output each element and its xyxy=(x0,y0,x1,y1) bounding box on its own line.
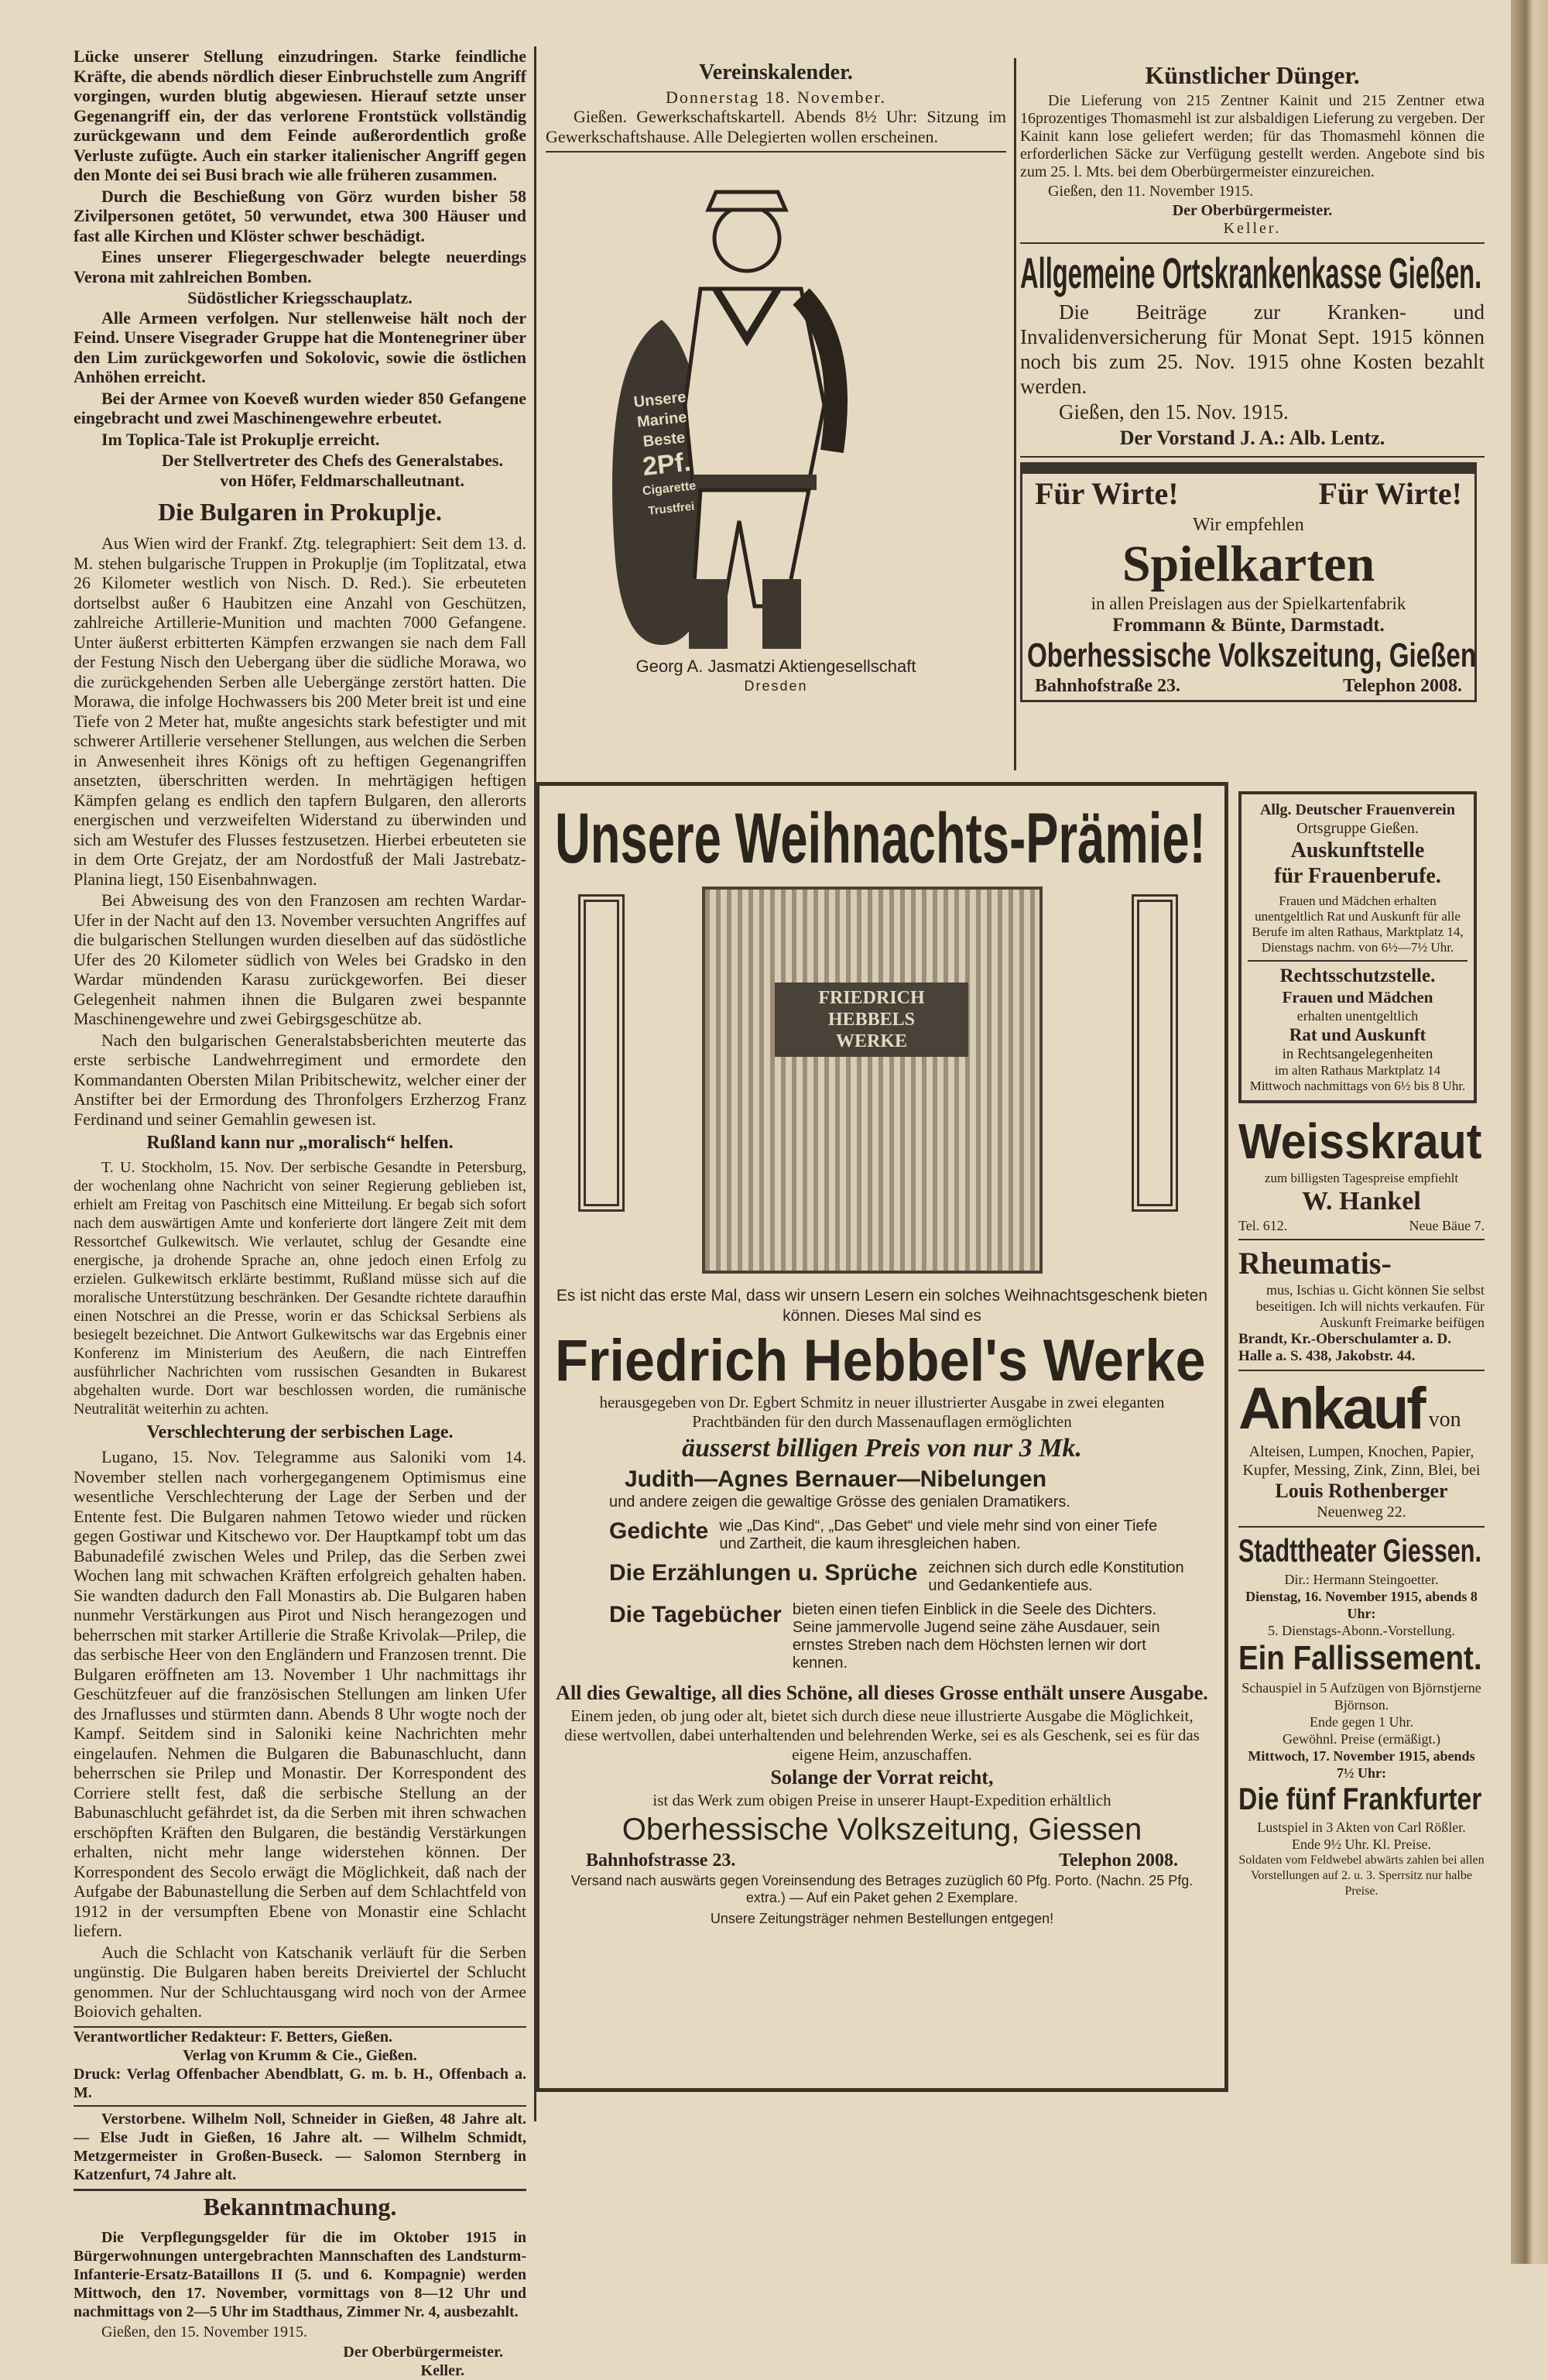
left-column xyxy=(74,46,526,2380)
right-top-column xyxy=(1020,58,1485,702)
phone: Telephon 2008. xyxy=(1343,676,1462,696)
ad-title: Unsere Weihnachts-Prämie! xyxy=(555,799,1206,878)
ad-text: ist das Werk zum obigen Preise in unserer Haupt-Expedition erhältlich xyxy=(652,1791,1111,1809)
signature: Der Vorstand J. A.: Alb. Lentz. xyxy=(1119,427,1385,449)
illustration-area xyxy=(555,879,1209,1281)
book-label xyxy=(775,983,968,1057)
ad-text: Schauspiel in 5 Aufzügen von Björnstjerne Björnson. xyxy=(1241,1680,1481,1713)
ad-book-title: Friedrich Hebbel's Werke xyxy=(555,1328,1206,1394)
work-title: Gedichte xyxy=(609,1518,709,1544)
theater-ad xyxy=(1238,1532,1485,1899)
ad-text: in allen Preislagen aus der Spielkartenfabrik xyxy=(1091,594,1406,613)
playing-cards-ad xyxy=(1020,462,1477,702)
signature: Keller. xyxy=(1223,220,1282,237)
performance-date: Mittwoch, 17. November 1915, abends 7½ Uhr: xyxy=(1248,1748,1475,1781)
scrap-purchase-ad xyxy=(1238,1376,1485,1521)
carrier-note: Unsere Zeitungsträger nehmen Bestellungen entgegen! xyxy=(710,1911,1054,1926)
ad-text: Alteisen, Lumpen, Knochen, Papier, Kupfer, Messing, Zink, Zinn, Blei, bei xyxy=(1242,1443,1481,1479)
divider xyxy=(1238,1526,1485,1528)
ad-text: Ende gegen 1 Uhr. xyxy=(1310,1714,1413,1730)
ad-text: herausgegeben von Dr. Egbert Schmitz in neuer illustrierter Ausgabe in zwei eleganten Prachtbänden für den durch Massenauflagen ermöglichten xyxy=(599,1393,1165,1431)
phone: Telephon 2008. xyxy=(1059,1850,1178,1871)
christmas-premium-ad xyxy=(536,782,1228,2092)
middle-top-column xyxy=(546,58,1006,699)
org-group: Ortsgruppe Gießen. xyxy=(1296,820,1419,837)
ad-text: zum billigsten Tagespreise empfiehlt xyxy=(1264,1171,1459,1185)
paragraph: Alle Armeen verfolgen. Nur stellenweise hält noch der Feind. Unsere Visegrader Gruppe hat die Montenegriner über den Lim zurückgeworfen und Sokolovic, sowie die östlichen Anhöhen erreicht. xyxy=(74,307,526,386)
paragraph: Nach den bulgarischen Generalstabsberichten meuterte das erste serbische Landwehrregiment und ermordete den Kommandanten Obersten Milan Pribitschewitz, welcher einer der Anstifter bei der Ermordung des Thronfolgers Erzherzog Franz Ferdinand und seiner Gemahlin gewesen ist. xyxy=(74,1030,526,1129)
paragraph: Aus Wien wird der Frankf. Ztg. telegraphiert: Seit dem 13. d. M. stehen bulgarische Truppen in Prokuplje (im Toplitzatal, etwa 26 Kilometer westlich von Nisch. D. Red.). Sie erbeuteten dortselbst außer 6 Haubitzen eine Anzahl von Geschützen, zahlreiche Artillerie-Munition und machten 7000 Gefangene. Unter äußerst erbitterten Kämpfen erzwangen sie nach dem Fall der Festung Nisch den Uebergang über die südliche Morawa, wo die zurückgehenden Serben alle Uebergänge zerstört hatten. Die Morawa, die infolge Hochwassers bis 200 Meter breit ist und eine Tiefe von 2 Meter hat, mußte angesichts stark befestigter und mit schwerer Artillerie versehener Stellungen, aus welchen die Serben in Anwesenheit ihres Königs oft zu heftigen Gegenangriffen ansetzten, überschritten werden. In mehrtägigen heftigen Kämpfen gelang es endlich den tapfern Bulgaren, den allerorts energischen und verzweifelten Widerstand zu überwinden und sich am Westufer des Flusses festzusetzen. Hierbei erbeuteten sie in dem Orte Grejatz, der am Nordostfuß der Mali Jastrebatz-Planina liegt, 150 Eisenbahnwagen. xyxy=(74,533,526,889)
ad-publisher: Oberhessische Volkszeitung, Giessen xyxy=(622,1812,1142,1847)
imprint: Druck: Verlag Offenbacher Abendblatt, G. m. b. H., Offenbach a. M. xyxy=(74,2065,526,2101)
signature: Der Oberbürgermeister. xyxy=(343,2343,503,2361)
work-description: zeichnen sich durch edle Konstitution und Gedankentiefe aus. xyxy=(928,1559,1184,1594)
ad-text: Lustspiel in 3 Akten von Carl Rößler. xyxy=(1257,1819,1466,1835)
org-name: Allg. Deutscher Frauenverein xyxy=(1259,801,1455,818)
death-notices: Verstorbene. Wilhelm Noll, Schneider in Gießen, 48 Jahre alt. — Else Judt in Gießen, 16 Jahre alt. — Wilhelm Schmidt, Metzgermeister in Großen-Buseck. — Salomon Sternberg in Katzenfurt, 74 Jahre alt. xyxy=(74,2105,526,2184)
subheading: Südöstlicher Kriegsschauplatz. xyxy=(187,288,413,307)
signature: von Höfer, Feldmarschalleutnant. xyxy=(220,470,464,490)
date: Gießen, den 11. November 1915. xyxy=(1048,183,1254,200)
ad-title: Ankauf xyxy=(1238,1376,1424,1442)
date: Gießen, den 15. November 1915. xyxy=(101,2323,308,2341)
ad-text: Wir empfehlen xyxy=(1193,515,1304,535)
ad-text: Frommann & Bünte, Darmstadt. xyxy=(1112,615,1385,636)
column-rule xyxy=(1014,58,1016,770)
paragraph: Gießen. Gewerkschaftskartell. Abends 8½ Uhr: Sitzung im Gewerkschaftshause. Alle Delegierten wollen erscheinen. xyxy=(546,107,1006,146)
fertilizer-notice xyxy=(1020,60,1485,238)
advertiser: Georg A. Jasmatzi Aktiengesellschaft xyxy=(635,657,916,676)
ad-title: Weisskraut xyxy=(1238,1113,1482,1169)
ad-text: erhalten unentgeltlich xyxy=(1296,1008,1419,1024)
imprint: Verantwortlicher Redakteur: F. Betters, Gießen. xyxy=(74,2028,392,2046)
signature: Der Oberbürgermeister. xyxy=(1172,202,1333,219)
work-description: wie „Das Kind“, „Das Gebet“ und viele mehr sind von einer Tiefe und Zartheit, die kaum ihresgleichen haben. xyxy=(719,1518,1158,1552)
ad-intro: Es ist nicht das erste Mal, dass wir unsern Lesern ein solches Weihnachtsgeschenk bieten können. Dieses Mal sind es xyxy=(556,1287,1208,1325)
date: Donnerstag 18. November. xyxy=(665,87,887,107)
address: Brandt, Kr.-Oberschulamter a. D. Halle a. S. 438, Jakobstr. 44. xyxy=(1238,1331,1451,1364)
book-box-illustration xyxy=(702,886,1043,1274)
decorative-frame xyxy=(578,894,625,1212)
decorative-frame xyxy=(1132,894,1178,1212)
ad-title: Stadttheater Giessen. xyxy=(1238,1532,1481,1569)
cabbage-ad xyxy=(1238,1114,1485,1234)
book-label-text: WERKE xyxy=(835,1031,907,1051)
divider xyxy=(1020,242,1485,244)
ad-title: Spielkarten xyxy=(1122,536,1375,592)
address: Neue Bäue 7. xyxy=(1409,1218,1485,1233)
ad-text: Einem jeden, ob jung oder alt, bietet sich durch diese neue illustrierte Ausgabe die Möglichkeit, diese wertvollen, dabei unterhaltenden und belehrenden Werke, sei es als Geschenk, sei es für das eigene Heim, anzuschaffen. xyxy=(564,1706,1200,1764)
ad-text: Solange der Vorrat reicht, xyxy=(770,1766,994,1788)
ad-text: All dies Gewaltige, all dies Schöne, all dieses Grosse enthält unsere Ausgabe. xyxy=(556,1682,1208,1704)
health-insurance-notice xyxy=(1020,249,1485,451)
work-description: bieten einen tiefen Einblick in die Seele des Dichters. Seine jammervolle Jugend seine zähe Ausdauer, sein ernstes Streben nach dem Höchsten lernen wir dort kennen. xyxy=(792,1601,1160,1672)
ad-name: W. Hankel xyxy=(1302,1187,1421,1216)
signature: Keller. xyxy=(420,2361,464,2379)
right-ads-column xyxy=(1238,791,1485,1899)
article-heading: Bekanntmachung. xyxy=(74,2189,526,2222)
ad-text: mus, Ischias u. Gicht können Sie selbst beseitigen. Ich will nichts verkaufen. Für Auskunft Freimarke beifügen xyxy=(1255,1282,1485,1330)
address: Bahnhofstrasse 23. xyxy=(586,1850,736,1871)
ad-text: Rat und Auskunft xyxy=(1289,1025,1426,1044)
paragraph: Durch die Beschießung von Görz wurden bisher 58 Zivilpersonen getötet, 50 verwundet, etwa 300 Häuser und fast alle Kirchen und Klöster schwer beschädigt. xyxy=(74,186,526,245)
paragraph: Die Lieferung von 215 Zentner Kainit und 215 Zentner etwa 16prozentiges Thomasmehl ist zur alsbaldigen Lieferung zu vergeben. Der Kainit kann lose geliefert werden; für das Thomasmehl können die erforderlichen Säcke zur Verfügung gestellt werden. Angebote sind bis zum 25. l. Mts. bei dem Oberbürgermeister einzureichen. xyxy=(1020,92,1485,180)
book-label-text: FRIEDRICH HEBBELS xyxy=(818,988,925,1030)
shipping-note: Versand nach auswärts gegen Voreinsendung des Betrages zuzüglich 60 Pfg. Porto. (Nachn. 25 Pfg. extra.) — Auf ein Paket gehen 2 Exemplare. xyxy=(570,1873,1194,1905)
notice-heading: Allgemeine Ortskrankenkasse Gießen. xyxy=(1020,249,1482,297)
ad-heading: Für Wirte! xyxy=(1318,476,1462,511)
work-title: Judith—Agnes Bernauer—Nibelungen xyxy=(625,1466,1047,1492)
advertiser-city: Dresden xyxy=(744,678,808,694)
ad-publisher: Oberhessische Volkszeitung, Gießen xyxy=(1027,636,1477,674)
ad-heading: für Frauenberufe. xyxy=(1274,864,1441,888)
can-text: Trustfrei xyxy=(647,499,696,518)
ad-border-band xyxy=(1022,465,1474,474)
can-text: Unsere xyxy=(632,388,687,411)
ad-heading: Rechtsschutzstelle. xyxy=(1248,960,1468,988)
address: Neuenweg 22. xyxy=(1317,1504,1406,1521)
paragraph: Auch die Schlacht von Katschanik verläuft für die Serben ungünstig. Die Bulgaren haben bereits Dreiviertel der Schlucht genommen. Nur der Schluchtausgang wird noch von der Armee Boiovich gehalten. xyxy=(74,1942,526,2021)
divider xyxy=(1238,1370,1485,1371)
play-title: Ein Fallissement. xyxy=(1238,1639,1482,1677)
works-list xyxy=(555,1466,1209,1672)
cigarette-ad xyxy=(546,157,1006,699)
ad-text: Dir.: Hermann Steingoetter. xyxy=(1284,1572,1439,1587)
ad-heading: Für Wirte! xyxy=(1035,476,1179,511)
paragraph: T. U. Stockholm, 15. Nov. Der serbische Gesandte in Petersburg, der wochenlang ohne Nachricht von seiner Regierung geblieben ist, erhielt am Freitag von Paschitsch eine Mitteilung. Er begab sich sofort nach dem auswärtigen Amte und konferierte dort längere Zeit mit dem Ressortchef Gulkewitsch. Wie verlautet, schlug der Gesandte eine energische, ja drohende Sprache an, ohne jedoch einen Erfolg zu erzielen. Gulkewitsch erklärte bestimmt, Rußland müsse sich auf die moralische Unterstützung beschränken. Der Gesandte richtete daraufhin einen Notschrei an die Presse, worin er das Schicksal Serbiens als besiegelt bezeichnet. Die Antwort Gulkewitschs war das Ergebnis einer Konferenz im Ministerium des Aeußern, die nach Eintreffen ausführlicher Nachrichten vom russischen Gesandten in Bukarest abgehalten wurde. Dort war beschlossen worden, die rumänische Neutralität weiterhin zu achten. xyxy=(74,1158,526,1418)
paragraph: Lücke unserer Stellung einzudringen. Starke feindliche Kräfte, die abends nördlich dieser Einbruchstelle zum Angriff vorgingen, wurden blutig abgewiesen. Hierauf setzte unser Gegenangriff ein, der das verlorene Frontstück vollständig zurückgewann und dem Feinde außerordentlich große Verluste zufügte. Auch ein starker italienischer Angriff gegen den Monte dei sei Busi brach wie alle früheren zusammen. xyxy=(74,46,526,184)
divider xyxy=(1238,1239,1485,1240)
paragraph: Die Verpflegungsgelder für die im Oktober 1915 in Bürgerwohnungen untergebrachten Mannschaften des Landsturm-Infanterie-Ersatz-Bataillons II (5. und 6. Kompagnie) werden Mittwoch, den 17. November, vormittags von 8—12 Uhr und nachmittags von 2—5 Uhr im Stadthaus, Zimmer Nr. 4, ausbezahlt. xyxy=(74,2228,526,2320)
article-heading: Verschlechterung der serbischen Lage. xyxy=(146,1421,454,1442)
ad-text: in Rechtsangelegenheiten xyxy=(1282,1046,1433,1062)
work-description: und andere zeigen die gewaltige Grösse des genialen Dramatikers. xyxy=(609,1494,1070,1511)
address: Bahnhofstraße 23. xyxy=(1035,676,1181,696)
club-calendar xyxy=(546,60,1006,146)
ad-heading: Auskunftstelle xyxy=(1290,838,1425,862)
can-text: Cigarette xyxy=(642,479,697,499)
ad-price: äusserst billigen Preis von nur 3 Mk. xyxy=(682,1434,1082,1463)
performance-date: Dienstag, 16. November 1915, abends 8 Uhr: xyxy=(1245,1589,1478,1621)
paragraph: Die Beiträge zur Kranken- und Invalidenversicherung für Monat Sept. 1915 können noch bis zum 25. Nov. 1915 ohne Kosten bezahlt werden. xyxy=(1020,300,1485,398)
rheumatism-ad xyxy=(1238,1245,1485,1365)
ad-text: Frauen und Mädchen xyxy=(1282,988,1433,1007)
can-text: Marine xyxy=(636,408,688,431)
paragraph: Bei Abweisung des von den Franzosen am rechten Wardar-Ufer in der Nacht auf den 13. November versuchten Angriffes auf die bulgarischen Stellungen wurden dieselben auf das südöstliche Ufer des 20 Kilometer südlich von Weles bei Gradsko in den Wardar mündenden Karasu zurückgeworfen. Bei dieser Gelegenheit nahmen ihnen die Bulgaren zwei bespannte Maschinengewehre und zwei Gebirgsgeschütze ab. xyxy=(74,890,526,1028)
ad-text: Gewöhnl. Preise (ermäßigt.) xyxy=(1283,1731,1440,1747)
work-title: Die Tagebücher xyxy=(609,1602,782,1627)
ad-title: Rheumatis- xyxy=(1238,1246,1392,1281)
paragraph: Bei der Armee von Koeveß wurden wieder 850 Gefangene eingebracht und zwei Maschinengewehre erbeutet. xyxy=(74,388,526,427)
can-text: Beste xyxy=(642,429,687,451)
section-heading: Künstlicher Dünger. xyxy=(1145,61,1360,89)
womens-association-ad xyxy=(1238,791,1477,1103)
divider xyxy=(1020,456,1485,458)
cigarette-can-label xyxy=(617,386,715,524)
article-heading: Rußland kann nur „moralisch“ helfen. xyxy=(146,1133,454,1153)
divider xyxy=(546,151,1006,153)
paragraph: Eines unserer Fliegergeschwader belegte neuerdings Verona mit zahlreichen Bomben. xyxy=(74,247,526,286)
can-text: 2Pf. xyxy=(641,447,693,482)
ad-name: Louis Rothenberger xyxy=(1275,1480,1448,1502)
ad-text: Ende 9½ Uhr. Kl. Preise. xyxy=(1292,1836,1431,1852)
ad-text: Soldaten vom Feldwebel abwärts zahlen bei allen Vorstellungen auf 2. u. 3. Sperrsitz nur halbe Preise. xyxy=(1238,1854,1485,1898)
section-heading: Vereinskalender. xyxy=(699,60,853,84)
adjacent-page-edge xyxy=(1511,0,1548,2264)
article-heading: Die Bulgaren in Prokuplje. xyxy=(158,498,442,526)
ad-text: im alten Rathaus Marktplatz 14 Mittwoch nachmittags von 6½ bis 8 Uhr. xyxy=(1249,1063,1466,1093)
phone: Tel. 612. xyxy=(1238,1218,1288,1233)
ad-text: Frauen und Mädchen erhalten unentgeltlich Rat und Auskunft für alle Berufe im alten Rathaus, Marktplatz 14, Dienstags nachm. von 6½—7½ Uhr. xyxy=(1252,893,1464,955)
work-title: Die Erzählungen u. Sprüche xyxy=(609,1560,918,1586)
ad-text: 5. Dienstags-Abonn.-Vorstellung. xyxy=(1268,1623,1455,1638)
sailor-illustration xyxy=(546,157,1006,653)
ad-text: von xyxy=(1428,1408,1461,1432)
imprint: Verlag von Krumm & Cie., Gießen. xyxy=(183,2046,417,2064)
paragraph: Im Toplica-Tale ist Prokuplje erreicht. xyxy=(101,429,380,449)
paragraph: Lugano, 15. Nov. Telegramme aus Saloniki vom 14. November stellen nach vorhergegangenem Optimismus eine wesentliche Verschlechterung der Lage der Serben und der Entente fest. Die Bulgaren nahmen Tetowo wieder und rücken gegen Gostiwar und Kitschewo vor. Der Hauptkampf tobt um das Babunadefilé zwischen Weles und Prilep, das die Serben zwei Wochen lang mit schwachen Kräften erfolgreich gehalten haben. Sie wandten dadurch den Fall Monastirs ab. Die Bulgaren haben nunmehr Verstärkungen aus Pirot und Nisch herangezogen und beherrschen mit starker Artillerie die Straße Krivolak—Prilep, die das serbische Heer von den Engländern und Franzosen trennt. Die Bulgaren eröffneten am 13. November 1 Uhr nachmittags ihr Geschützfeuer auf die französischen Stellungen am linken Ufer des Jrnaflusses und stürmten dann. Abends 8 Uhr wogte noch der Kampf. Seitdem sind in Saloniki keine Nachrichten mehr eingelaufen. Nehmen die Bulgaren die Babunaschlucht, dann beherrschen sie Prilep und Monastir. Der Korrespondent des Corriere stellt fest, daß die serbische Stellung an der Babunaschlucht gefährdet ist, da die Serben mit ihren schwachen erschöpften Kräften den Bulgaren, die beständig Verstärkungen erhalten, nicht mehr lange widerstehen können. Der Korrespondent des Secolo erwägt die Möglichkeit, daß nach der Aufgabe der Babunastellung die Serben auf dem Schlachtfeld von 1912 in der versumpften Ebene von Monastir eine Schlacht liefern. xyxy=(74,1447,526,1940)
signature: Der Stellvertreter des Chefs des Generalstabes. xyxy=(161,451,503,470)
play-title: Die fünf Frankfurter xyxy=(1238,1782,1482,1816)
date: Gießen, den 15. Nov. 1915. xyxy=(1059,400,1289,424)
